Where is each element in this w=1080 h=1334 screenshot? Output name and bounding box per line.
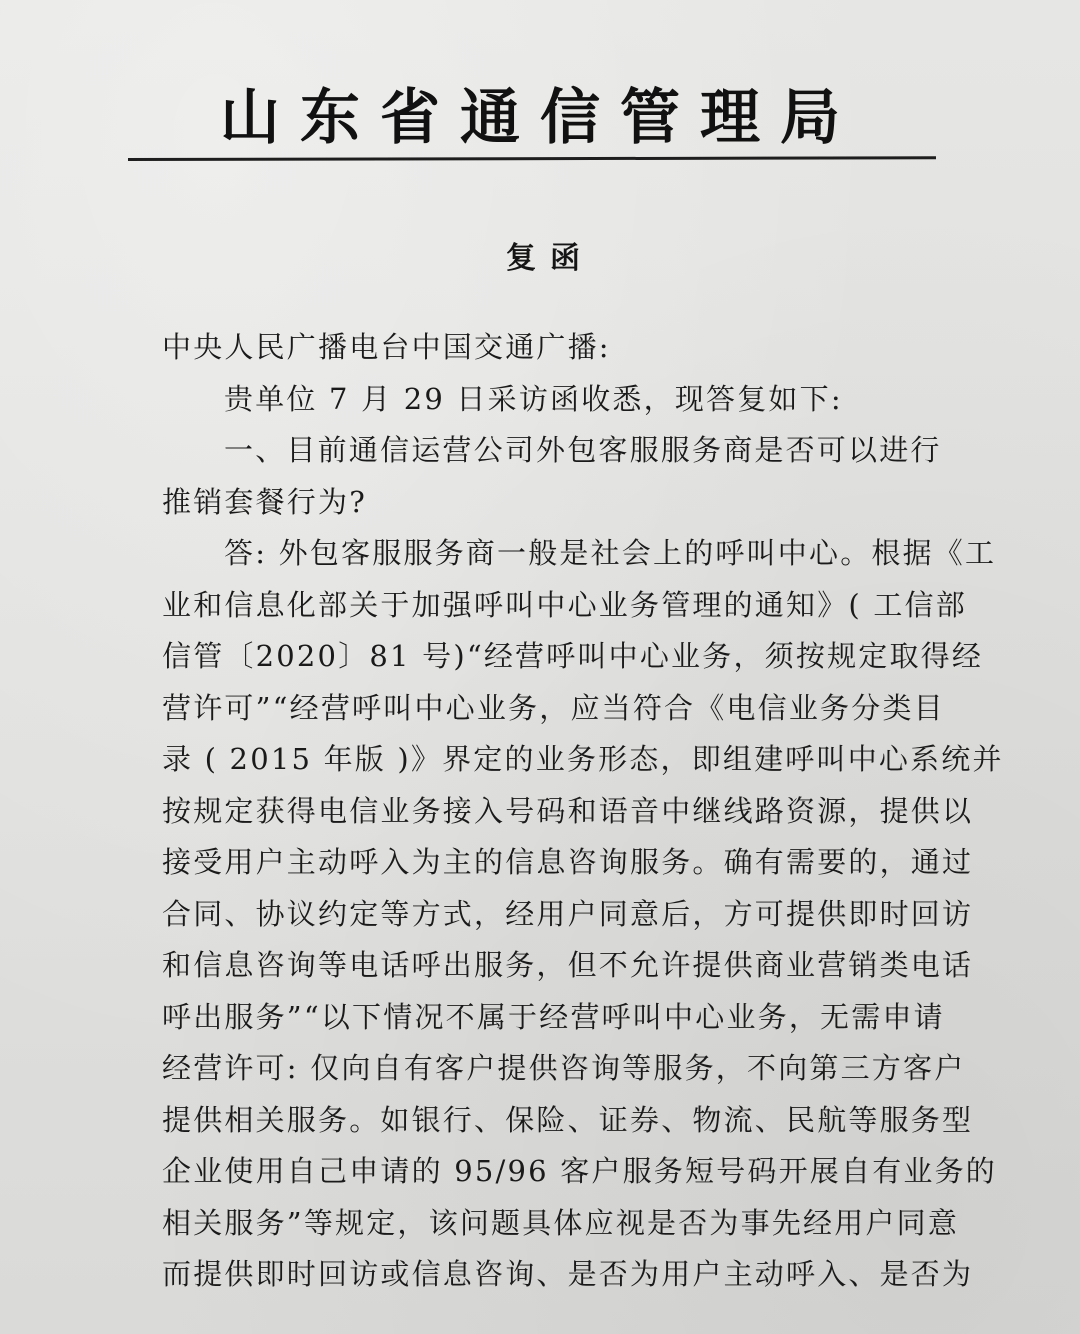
body-line: 答: 外包客服服务商一般是社会上的呼叫中心。根据《工 [224,536,997,570]
body-line: 呼出服务”“以下情况不属于经营呼叫中心业务，无需申请 [162,999,945,1034]
body-line: 按规定获得电信业务接入号码和语音中继线路资源，提供以 [162,793,974,828]
body-line: 接受用户主动呼入为主的信息咨询服务。确有需要的，通过 [162,845,974,879]
body-line: 提供相关服务。如银行、保险、证券、物流、民航等服务型 [162,1102,974,1137]
body-line: 经营许可: 仅向自有客户提供咨询等服务，不向第三方客户 [162,1051,966,1085]
body-line: 合同、协议约定等方式，经用户同意后，方可提供即时回访 [162,896,974,931]
body-line: 相关服务”等规定，该问题具体应视是否为事先经用户同意 [162,1205,960,1240]
document-title: 复函 [506,241,594,276]
body-line: 推销套餐行为? [162,484,367,519]
body-line: 企业使用自己申请的 95/96 客户服务短号码开展自有业务的 [162,1154,998,1188]
body-line: 一、目前通信运营公司外包客服服务商是否可以进行 [224,433,942,467]
body-line: 中央人民广播电台中国交通广播: [162,330,611,364]
body-line: 贵单位 7 月 29 日采访函收悉，现答复如下: [224,381,843,416]
body-line: 信管〔2020〕81 号)“经营呼叫中心业务，须按规定取得经 [162,639,984,673]
document-body [162,322,1004,1301]
body-line: 业和信息化部关于加强呼叫中心业务管理的通知》( 工信部 [162,587,967,622]
body-line: 营许可”“经营呼叫中心业务，应当符合《电信业务分类目 [162,690,945,725]
body-line: 和信息咨询等电话呼出服务，但不允许提供商业营销类电话 [162,948,974,982]
body-line: 而提供即时回访或信息咨询、是否为用户主动呼入、是否为 [162,1257,974,1291]
letterhead-organization-title: 山东省通信管理局 [220,83,860,153]
body-line: 录 ( 2015 年版 )》界定的业务形态，即组建呼叫中心系统并 [162,742,1004,776]
letterhead-divider-rule [128,156,936,161]
